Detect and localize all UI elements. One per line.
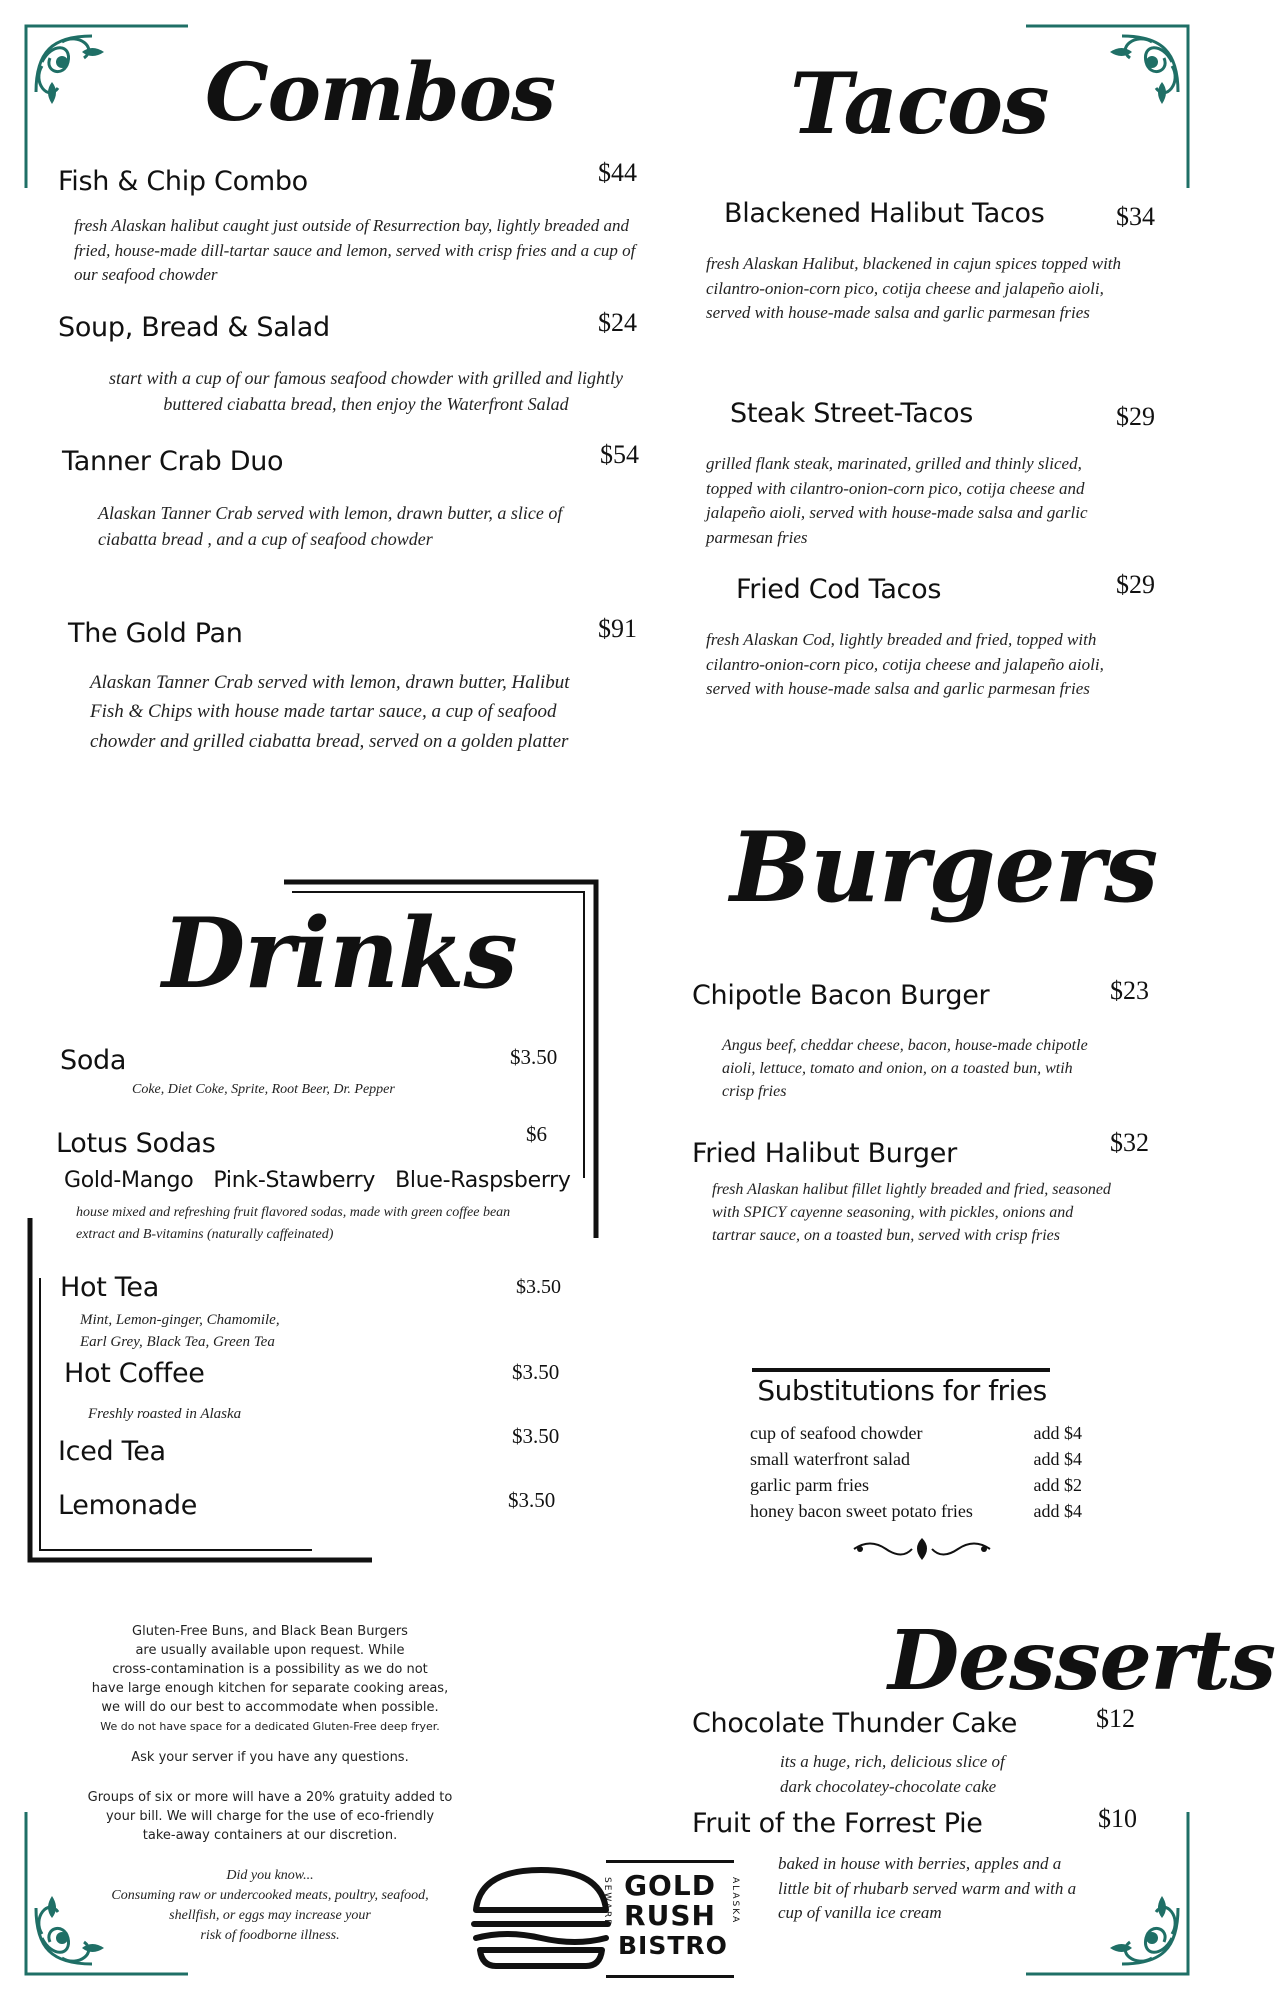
substitutions-heading: Substitutions for fries [757, 1374, 1047, 1407]
drink-item-name: Soda [60, 1045, 127, 1076]
taco-item-name: Steak Street-Tacos [730, 398, 974, 429]
substitution-price: add $4 [1033, 1501, 1082, 1521]
logo-line: GOLD [624, 1869, 716, 1902]
note-line: Gluten-Free Buns, and Black Bean Burgers [132, 1624, 408, 1639]
substitution-price: add $4 [1033, 1449, 1082, 1469]
note-line: Groups of six or more will have a 20% gratuity added to [87, 1790, 453, 1805]
note-line: have large enough kitchen for separate cooking areas, [91, 1681, 449, 1696]
taco-item-name: Blackened Halibut Tacos [724, 198, 1045, 229]
drink-item-price: $3.50 [512, 1360, 560, 1384]
substitution-price: add $2 [1033, 1475, 1082, 1495]
flourish-divider-icon [850, 1534, 994, 1564]
dessert-item-name: Fruit of the Forrest Pie [692, 1808, 983, 1839]
substitution-row [750, 1420, 1082, 1446]
burger-item-name: Chipotle Bacon Burger [692, 980, 990, 1011]
burger-item-name: Fried Halibut Burger [692, 1138, 957, 1169]
burger-item-price: $23 [1110, 976, 1149, 1005]
combo-item-desc: Alaskan Tanner Crab served with lemon, drawn butter, Halibut Fish & Chips with house made tartar sauce, a cup of seafood chowder and grilled ciabatta bread, served on a golden platter [90, 672, 570, 752]
drink-item-name: Iced Tea [58, 1436, 166, 1467]
taco-item-desc: fresh Alaskan Halibut, blackened in cajun spices topped with cilantro-onion-corn pico, cotija cheese and jalapeño aioli, served with house-made salsa and garlic parmesan fries [706, 254, 1122, 323]
burger-item-price: $32 [1110, 1128, 1149, 1157]
substitutions-rule [752, 1368, 1050, 1372]
drink-item-desc: house mixed and refreshing fruit flavored sodas, made with green coffee bean extract and B-vitamins (naturally caffeinated) [76, 1205, 511, 1243]
substitution-row [750, 1446, 1082, 1472]
drink-item-desc: Coke, Diet Coke, Sprite, Root Beer, Dr. Pepper [132, 1082, 395, 1097]
logo-left-text: SEWARD [602, 1877, 612, 1929]
combo-item-name: Fish & Chip Combo [58, 166, 308, 197]
burger-item-desc: fresh Alaskan halibut fillet lightly breaded and fried, seasoned with SPICY cayenne seasoning, with pickles, onions and tartrar sauce, on a toasted bun, served with crisp fries [712, 1181, 1111, 1245]
drink-item-price: $3.50 [516, 1276, 561, 1298]
dessert-item-desc: its a huge, rich, delicious slice of dark chocolatey-chocolate cake [780, 1752, 1005, 1796]
logo-line: RUSH [624, 1899, 716, 1932]
dessert-item-name: Chocolate Thunder Cake [692, 1708, 1018, 1739]
combo-item-price: $44 [598, 158, 637, 187]
taco-item-price: $29 [1116, 402, 1155, 431]
combo-item-name: Soup, Bread & Salad [58, 312, 330, 343]
combo-item-desc: start with a cup of our famous seafood chowder with grilled and lightly buttered ciabatta bread, then enjoy the Waterfront Salad [108, 368, 623, 415]
note-line: take-away containers at our discretion. [142, 1828, 398, 1843]
taco-item-price: $29 [1116, 570, 1155, 599]
burger-item-desc: Angus beef, cheddar cheese, bacon, house-made chipotle aioli, lettuce, tomato and onion, on a toasted bun, wtih crisp fries [722, 1037, 1088, 1101]
substitution-item: honey bacon sweet potato fries [750, 1501, 973, 1521]
combo-item-price: $54 [600, 440, 639, 469]
logo-lines [618, 1869, 728, 1961]
taco-item-price: $34 [1116, 202, 1155, 231]
note-line: your bill. We will charge for the use of eco-friendly [105, 1809, 435, 1824]
note-line: cross-contamination is a possibility as we do not [112, 1662, 428, 1677]
dessert-item-price: $10 [1098, 1804, 1137, 1833]
drink-item-name: Lemonade [58, 1490, 198, 1521]
taco-item-name: Fried Cod Tacos [736, 574, 942, 605]
combo-item-desc: fresh Alaskan halibut caught just outside of Resurrection bay, lightly breaded and fried, house-made dill-tartar sauce and lemon, served with crisp fries and a cup of our seafood chowder [74, 216, 636, 285]
substitution-item: small waterfront salad [750, 1449, 910, 1469]
note-line: Did you know... [226, 1868, 314, 1883]
did-you-know-note [50, 1866, 490, 1946]
combo-item-name: The Gold Pan [68, 618, 243, 649]
note-line: are usually available upon request. While [135, 1643, 405, 1658]
combo-item-name: Tanner Crab Duo [62, 446, 284, 477]
substitution-row [750, 1472, 1082, 1498]
drinks-heading: Drinks [162, 897, 517, 1010]
groups-note [50, 1788, 490, 1845]
combo-item-desc: Alaskan Tanner Crab served with lemon, drawn butter, a slice of ciabatta bread , and a cup of seafood chowder [98, 503, 563, 550]
substitutions-list [750, 1420, 1082, 1524]
dessert-item-price: $12 [1096, 1704, 1135, 1733]
logo-right-text: ALASKA [730, 1877, 740, 1925]
burger-logo-icon [466, 1862, 616, 1972]
substitution-row [750, 1498, 1082, 1524]
drink-item-price: $3.50 [512, 1424, 560, 1448]
substitution-item: cup of seafood chowder [750, 1423, 923, 1443]
drink-item-price: $3.50 [510, 1045, 558, 1069]
drink-item-desc: Earl Grey, Black Tea, Green Tea [80, 1334, 275, 1350]
logo-line: BISTRO [618, 1931, 728, 1960]
note-line: risk of foodborne illness. [200, 1928, 340, 1943]
note-line: We do not have space for a dedicated Gluten-Free deep fryer. [100, 1720, 440, 1733]
taco-item-desc: grilled flank steak, marinated, grilled and thinly sliced, topped with cilantro-onion-corn pico, cotija cheese and jalapeño aioli, served with house-made salsa and garlic parmesan fries [706, 454, 1088, 547]
drink-item-name: Lotus Sodas [56, 1128, 216, 1159]
desserts-heading: Desserts [888, 1613, 1275, 1709]
taco-item-desc: fresh Alaskan Cod, lightly breaded and fried, topped with cilantro-onion-corn pico, cotija cheese and jalapeño aioli, served with house-made salsa and garlic parmesan fries [706, 630, 1104, 699]
combo-item-price: $24 [598, 308, 637, 337]
drink-item-price: $3.50 [508, 1488, 556, 1512]
drink-item-desc: Mint, Lemon-ginger, Chamomile, [80, 1312, 280, 1328]
substitution-price: add $4 [1033, 1423, 1082, 1443]
note-line: Consuming raw or undercooked meats, poultry, seafood, [111, 1888, 429, 1903]
drink-item-desc: Freshly roasted in Alaska [88, 1406, 242, 1422]
drink-item-name: Hot Coffee [64, 1358, 205, 1389]
drink-item-name: Hot Tea [60, 1272, 159, 1303]
lotus-flavors: Gold-Mango Pink-Stawberry Blue-Raspsberry [64, 1168, 571, 1193]
combos-heading: Combos [205, 45, 556, 139]
note-line: we will do our best to accommodate when possible. [101, 1700, 439, 1715]
gluten-free-note [50, 1622, 490, 1736]
substitution-item: garlic parm fries [750, 1475, 869, 1495]
tacos-heading: Tacos [790, 54, 1049, 153]
drink-item-price: $6 [526, 1122, 547, 1146]
dessert-item-desc: baked in house with berries, apples and a little bit of rhubarb served warm and with a cup of vanilla ice cream [778, 1854, 1077, 1923]
burgers-heading: Burgers [730, 811, 1158, 924]
server-note: Ask your server if you have any questions. [131, 1750, 409, 1765]
note-line: shellfish, or eggs may increase your [169, 1908, 371, 1923]
combo-item-price: $91 [598, 614, 637, 643]
logo-wordmark [602, 1860, 740, 1978]
